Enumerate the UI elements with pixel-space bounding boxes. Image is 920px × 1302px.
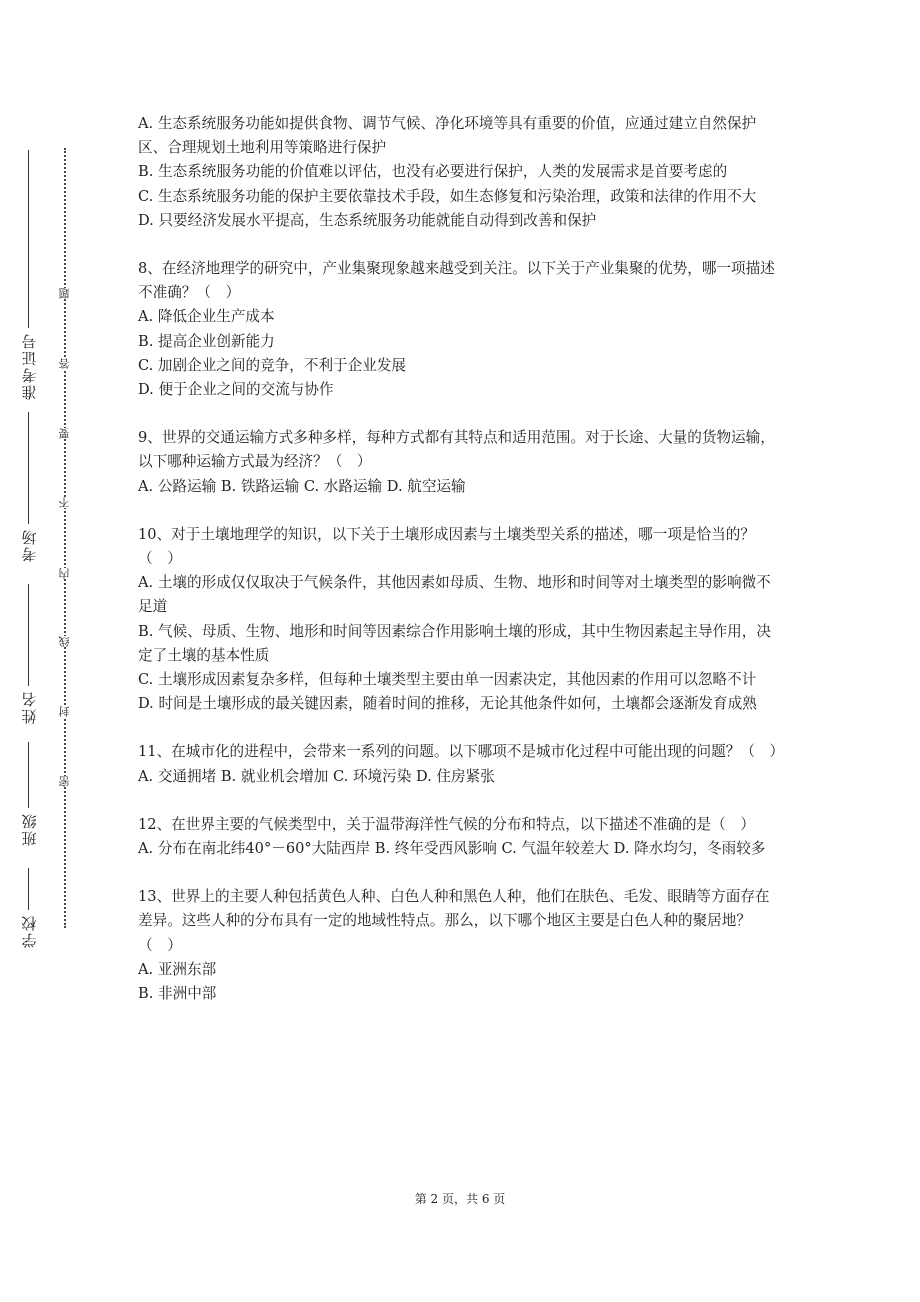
question-stem: 12、在世界主要的气候类型中，关于温带海洋性气候的分布和特点，以下描述不准确的是（ ） (138, 815, 755, 833)
name-blank-line (29, 584, 30, 686)
option-b: B. 提高企业创新能力 (138, 332, 275, 350)
class-label: 班级 (20, 812, 39, 846)
seal-char: 密 (58, 776, 71, 787)
class-field (14, 742, 44, 846)
question-stem: 9、世界的交通运输方式多种多样，每种方式都有其特点和适用范围。对于长途、大量的货物运输，以下哪种运输方式最为经济？（ ） (138, 429, 775, 471)
option-a: A. 亚洲东部 (138, 960, 217, 978)
seal-char: 答 (58, 358, 71, 369)
seal-char: 封 (58, 706, 71, 717)
page-footer: 第 2 页，共 6 页 (414, 1192, 506, 1206)
option-b: B. 非洲中部 (138, 985, 217, 1003)
question-11 (138, 740, 783, 788)
school-label: 学校 (20, 914, 39, 948)
option-d: D. 只要经济发展水平提高，生态系统服务功能就能自动得到改善和保护 (138, 211, 597, 229)
seal-char: 线 (58, 636, 71, 647)
exam-room-field (14, 412, 44, 562)
options-line: A. 交通拥堵 B. 就业机会增加 C. 环境污染 D. 住房紧张 (138, 767, 495, 785)
seal-char: 内 (58, 568, 71, 579)
seal-char: 题 (58, 288, 71, 299)
option-d: D. 时间是土壤形成的最关键因素，随着时间的推移，无论其他条件如何，土壤都会逐渐发育成熟 (138, 695, 757, 713)
question-stem: 8、在经济地理学的研究中，产业集聚现象越来越受到关注。以下关于产业集聚的优势，哪一项描述不准确？（ ） (138, 260, 775, 302)
options-line: A. 公路运输 B. 铁路运输 C. 水路运输 D. 航空运输 (138, 477, 466, 495)
options-line: A. 分布在南北纬40°－60°大陆西岸 B. 终年受西风影响 C. 气温年较差大 D. 降水均匀，冬雨较多 (138, 840, 766, 858)
option-a: A. 土壤的形成仅仅取决于气候条件，其他因素如母质、生物、地形和时间等对土壤类型的影响微不足道 (138, 574, 771, 616)
exam-id-label: 准考证号 (20, 332, 39, 400)
option-c: C. 土壤形成因素复杂多样，但每种土壤类型主要由单一因素决定，其他因素的作用可以忽略不计 (138, 671, 757, 689)
question-10 (138, 523, 783, 717)
question-12 (138, 813, 783, 861)
seal-char: 要 (58, 428, 71, 439)
exam-room-blank-line (29, 412, 30, 524)
option-b: B. 生态系统服务功能的价值难以评估，也没有必要进行保护，人类的发展需求是首要考虑的 (138, 163, 728, 181)
question-stem: 11、在城市化的进程中，会带来一系列的问题。以下哪项不是城市化过程中可能出现的问题？（ ） (138, 743, 785, 761)
option-b: B. 气候、母质、生物、地形和时间等因素综合作用影响土壤的形成，其中生物因素起主导作用，决定了土壤的基本性质 (138, 622, 771, 664)
option-a: A. 降低企业生产成本 (138, 308, 275, 326)
exam-id-field (14, 150, 44, 400)
name-field (14, 584, 44, 724)
question-content (138, 112, 783, 1006)
school-field (14, 868, 44, 948)
option-c: C. 加剧企业之间的竞争，不利于企业发展 (138, 356, 407, 374)
question-8 (138, 257, 783, 402)
option-a: A. 生态系统服务功能如提供食物、调节气候、净化环境等具有重要的价值，应通过建立自然保护区、合理规划土地利用等策略进行保护 (138, 115, 757, 157)
seal-dotted-line (64, 148, 66, 928)
class-blank-line (29, 742, 30, 808)
option-c: C. 生态系统服务功能的保护主要依靠技术手段，如生态修复和污染治理，政策和法律的作用不大 (138, 187, 757, 205)
exam-id-blank-line (29, 150, 30, 328)
school-blank-line (29, 868, 30, 910)
question-9 (138, 426, 783, 499)
question-13 (138, 885, 783, 1006)
question-stem: 13、世界上的主要人种包括黄色人种、白色人种和黑色人种，他们在肤色、毛发、眼睛等方面存在差异。这些人种的分布具有一定的地域性特点。那么，以下哪个地区主要是白色人种的聚居地？（ ） (138, 888, 770, 954)
previous-question-options (138, 112, 783, 233)
option-d: D. 便于企业之间的交流与协作 (138, 381, 334, 399)
seal-char: 不 (58, 497, 71, 508)
binding-margin (0, 0, 110, 1302)
name-label: 姓名 (20, 690, 39, 724)
exam-room-label: 考场 (20, 528, 39, 562)
question-stem: 10、对于土壤地理学的知识，以下关于土壤形成因素与土壤类型关系的描述，哪一项是恰当的？（ ） (138, 525, 755, 568)
